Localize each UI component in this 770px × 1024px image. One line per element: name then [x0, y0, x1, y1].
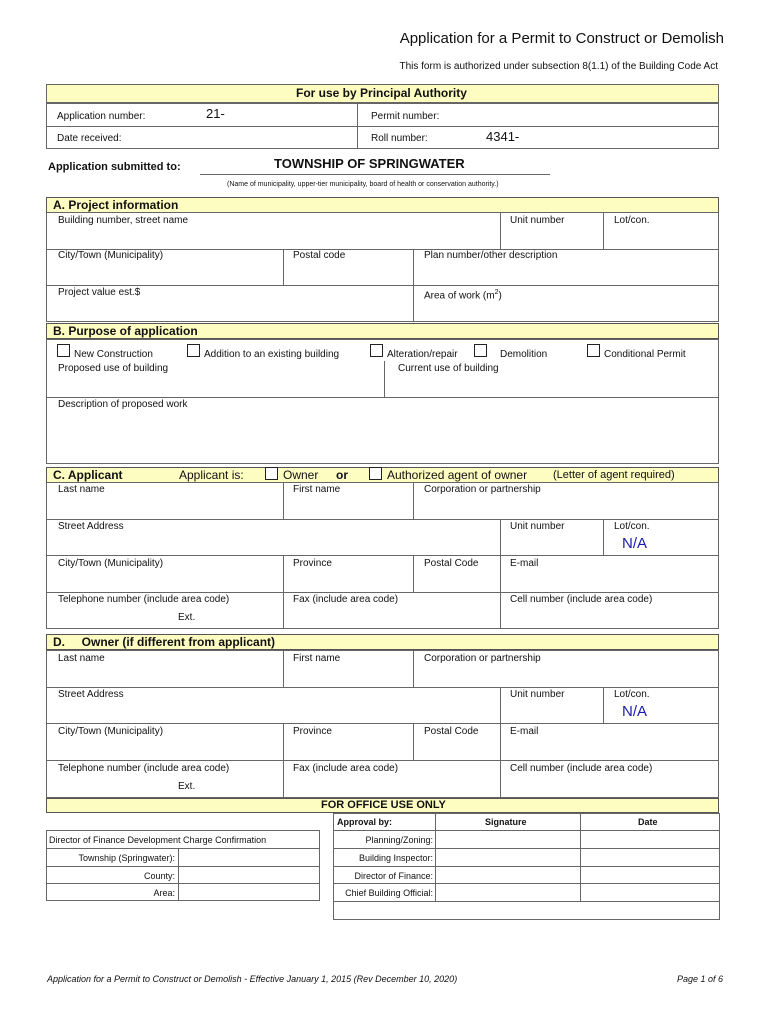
section-a-body [46, 212, 719, 322]
agent-checkbox[interactable] [369, 467, 382, 480]
page-number: Page 1 of 6 [676, 974, 723, 984]
app-number-value[interactable]: 21- [206, 106, 225, 121]
submitted-value[interactable]: TOWNSHIP OF SPRINGWATER [274, 156, 465, 171]
alteration-checkbox[interactable] [370, 344, 383, 357]
section-d-body [46, 650, 719, 798]
roll-number-value[interactable]: 4341- [486, 129, 520, 144]
office-heading: FOR OFFICE USE ONLY [321, 799, 446, 811]
section-a-heading: A. Project information [53, 198, 179, 212]
d-lot-value[interactable]: N/A [622, 703, 648, 720]
date-col-label: Date [638, 817, 658, 827]
c-province-label[interactable]: Province [293, 558, 332, 569]
section-c-heading: C. Applicant [53, 468, 123, 482]
b-current-use-label[interactable]: Current use of building [398, 363, 499, 374]
signature-col-label: Signature [485, 817, 527, 827]
permit-number-label: Permit number: [371, 111, 440, 122]
approval-label: Approval by: [337, 817, 393, 827]
a-unit-label[interactable]: Unit number [510, 215, 565, 226]
signature-planning[interactable] [436, 831, 579, 847]
opt-alteration-label: Alteration/repair [387, 349, 458, 360]
c-phone-label[interactable]: Telephone number (include area code) [58, 594, 230, 605]
section-b-header [46, 323, 719, 339]
opt-new-label: New Construction [74, 349, 153, 360]
footer-text: Application for a Permit to Construct or Demolish - Effective January 1, 2015 (Rev December 10, 2020) [47, 974, 458, 984]
applicant-is-label: Applicant is: [179, 468, 244, 482]
d-street-label[interactable]: Street Address [58, 689, 124, 700]
agent-note: (Letter of agent required) [553, 469, 675, 481]
finance-label: Director of Finance: [354, 871, 433, 881]
opt-addition-label: Addition to an existing building [204, 349, 340, 360]
c-email-label[interactable]: E-mail [510, 558, 539, 569]
d-cell-label[interactable]: Cell number (include area code) [510, 763, 653, 774]
date-received-label: Date received: [57, 133, 122, 144]
opt-demolition-label: Demolition [500, 349, 548, 360]
authority-note: This form is authorized under subsection 8(1.1) of the Building Code Act [399, 61, 718, 72]
or-label: or [336, 468, 348, 482]
d-postal-label[interactable]: Postal Code [424, 726, 479, 737]
d-corporation-label[interactable]: Corporation or partnership [424, 653, 541, 664]
c-cell-label[interactable]: Cell number (include area code) [510, 594, 653, 605]
d-last-name-label[interactable]: Last name [58, 653, 105, 664]
d-first-name-label[interactable]: First name [293, 653, 341, 664]
addition-checkbox[interactable] [187, 344, 200, 357]
c-first-name-label[interactable]: First name [293, 484, 341, 495]
c-lot-label[interactable]: Lot/con. [614, 521, 650, 532]
c-street-label[interactable]: Street Address [58, 521, 124, 532]
d-province-label[interactable]: Province [293, 726, 332, 737]
demolition-checkbox[interactable] [474, 344, 487, 357]
d-fax-label[interactable]: Fax (include area code) [293, 763, 399, 774]
a-city-label[interactable]: City/Town (Municipality) [58, 250, 164, 261]
section-b-heading: B. Purpose of application [53, 324, 198, 338]
new-construction-checkbox[interactable] [57, 344, 70, 357]
area-label: Area: [153, 888, 175, 898]
conditional-permit-checkbox[interactable] [587, 344, 600, 357]
section-c-header [46, 467, 719, 483]
submitted-label: Application submitted to: [48, 161, 181, 173]
township-label: Township (Springwater): [78, 853, 175, 863]
roll-number-label: Roll number: [371, 133, 428, 144]
section-d-heading: D. Owner (if different from applicant) [53, 635, 276, 649]
c-postal-label[interactable]: Postal Code [424, 558, 479, 569]
agent-label: Authorized agent of owner [387, 468, 528, 482]
cbo-label: Chief Building Official: [345, 888, 433, 898]
county-label: County: [143, 871, 175, 881]
a-postal-label[interactable]: Postal code [293, 250, 346, 261]
inspector-label: Building Inspector: [358, 853, 433, 863]
a-lot-label[interactable]: Lot/con. [614, 215, 650, 226]
c-unit-label[interactable]: Unit number [510, 521, 565, 532]
office-header [46, 798, 719, 813]
c-fax-label[interactable]: Fax (include area code) [293, 594, 399, 605]
c-city-label[interactable]: City/Town (Municipality) [58, 558, 164, 569]
opt-conditional-label: Conditional Permit [604, 349, 686, 360]
owner-label: Owner [283, 468, 319, 482]
c-ext-label[interactable]: Ext. [178, 612, 196, 623]
principal-heading: For use by Principal Authority [296, 86, 467, 100]
submitted-note: (Name of municipality, upper-tier municipality, board of health or conservation authority.) [227, 181, 499, 188]
d-email-label[interactable]: E-mail [510, 726, 539, 737]
app-number-label: Application number: [57, 111, 146, 122]
a-value-label[interactable]: Project value est.$ [58, 287, 141, 298]
d-ext-label[interactable]: Ext. [178, 781, 196, 792]
dc-heading: Director of Finance Development Charge Confirmation [49, 835, 267, 845]
a-area-label[interactable]: Area of work $(m^2)$ [424, 289, 502, 302]
c-lot-value[interactable]: N/A [622, 535, 648, 552]
planning-label: Planning/Zoning: [365, 835, 433, 845]
c-last-name-label[interactable]: Last name [58, 484, 105, 495]
a-building-label[interactable]: Building number, street name [58, 215, 189, 226]
page-title: Application for a Permit to Construct or Demolish [399, 30, 724, 47]
b-proposed-use-label[interactable]: Proposed use of building [58, 363, 169, 374]
b-description-label[interactable]: Description of proposed work [58, 399, 188, 410]
d-lot-label[interactable]: Lot/con. [614, 689, 650, 700]
a-plan-label[interactable]: Plan number/other description [424, 250, 558, 261]
section-a-header [46, 197, 719, 213]
c-corporation-label[interactable]: Corporation or partnership [424, 484, 541, 495]
owner-checkbox[interactable] [265, 467, 278, 480]
d-unit-label[interactable]: Unit number [510, 689, 565, 700]
d-city-label[interactable]: City/Town (Municipality) [58, 726, 164, 737]
d-phone-label[interactable]: Telephone number (include area code) [58, 763, 230, 774]
section-d-header [46, 634, 719, 650]
